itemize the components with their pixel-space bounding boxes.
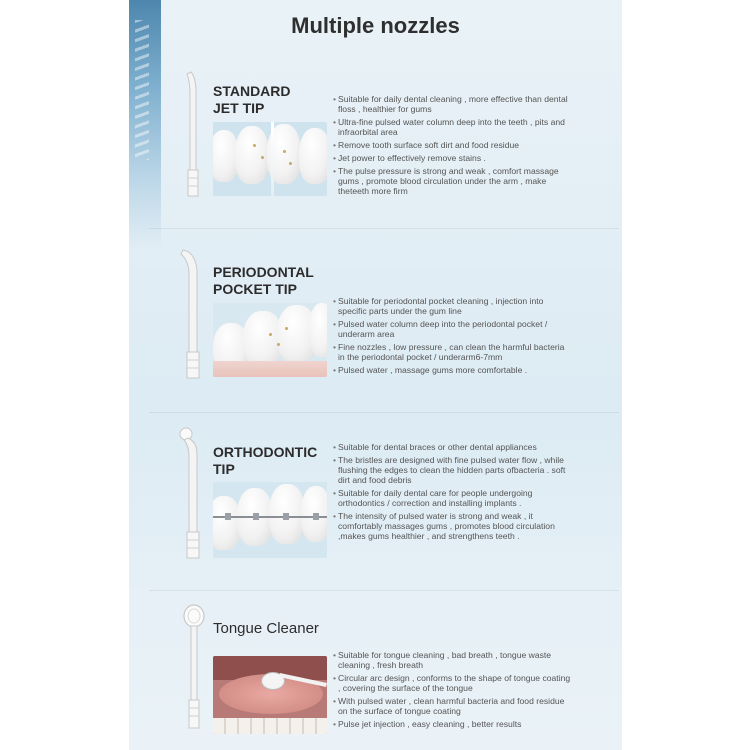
list-item: • Circular arc design , conforms to the shape of tongue coating , covering the surface of the tongue [333,673,573,693]
section-orthodontic-tip [129,424,622,574]
heading-line: STANDARD [213,83,291,99]
list-item: • The pulse pressure is strong and weak , comfort massage gums , promote blood circulation under the arm , make theteeth more firm [333,166,573,196]
list-item: • Suitable for periodontal pocket cleaning , injection into specific parts under the gum line [333,296,573,316]
heading-line: Tongue Cleaner [213,620,319,637]
list-item: • Suitable for daily dental care for people undergoing orthodontics / correction and installing implants . [333,488,573,508]
periodontal-nozzle-icon [179,248,207,380]
list-item: • The intensity of pulsed water is strong and weak , it comfortably massages gums , promotes blood circulation ,makes gums healthier , and strengthens teeth . [333,511,573,541]
heading-line: POCKET TIP [213,281,298,297]
heading-line: TIP [213,461,235,477]
list-item: • Suitable for tongue cleaning , bad breath , tongue waste cleaning , fresh breath [333,650,573,670]
orthodontic-photo [213,482,327,558]
list-item: • Ultra-fine pulsed water column deep into the teeth , pits and infraorbital area [333,117,573,137]
list-item: • Fine nozzles , low pressure , can clean the harmful bacteria in the periodontal pocket / underarm6-7mm [333,342,573,362]
section-heading [213,620,319,637]
periodontal-photo [213,303,327,377]
feature-list [333,94,573,199]
section-heading [213,83,291,117]
list-item: • Pulsed water , massage gums more comfortable . [333,365,573,375]
tongue-cleaning-photo [213,656,327,734]
page-title: Multiple nozzles [291,13,460,38]
heading-line: PERIODONTAL [213,264,314,280]
section-tongue-cleaner [129,600,622,750]
heading-line: JET TIP [213,100,265,116]
divider [149,590,619,591]
list-item: • With pulsed water , clean harmful bacteria and food residue on the surface of tongue coating [333,696,573,716]
teeth-cleaning-photo [213,122,327,196]
tongue-cleaner-nozzle-icon [181,604,207,738]
list-item: • Pulsed water column deep into the periodontal pocket / underarm area [333,319,573,339]
list-item: • Suitable for daily dental cleaning , more effective than dental floss , healthier for gums [333,94,573,114]
list-item: • Pulse jet injection , easy cleaning , better results [333,719,573,729]
standard-jet-nozzle-icon [181,70,207,200]
section-heading [213,264,314,298]
list-item: • Jet power to effectively remove stains . [333,153,573,163]
list-item: • Remove tooth surface soft dirt and food residue [333,140,573,150]
divider [149,228,619,229]
feature-list [333,650,573,732]
feature-list [333,442,573,544]
orthodontic-nozzle-icon [179,426,207,560]
feature-list [333,296,573,378]
product-panel [129,0,622,750]
section-heading [213,444,317,478]
section-periodontal-pocket-tip [129,248,622,398]
list-item: • Suitable for dental braces or other dental appliances [333,442,573,452]
list-item: • The bristles are designed with fine pulsed water flow , while flushing the edges to clean the hidden parts ofbacteria . soft dirt and food debris [333,455,573,485]
section-standard-jet-tip [129,70,622,220]
divider [149,412,619,413]
heading-line: ORTHODONTIC [213,444,318,460]
